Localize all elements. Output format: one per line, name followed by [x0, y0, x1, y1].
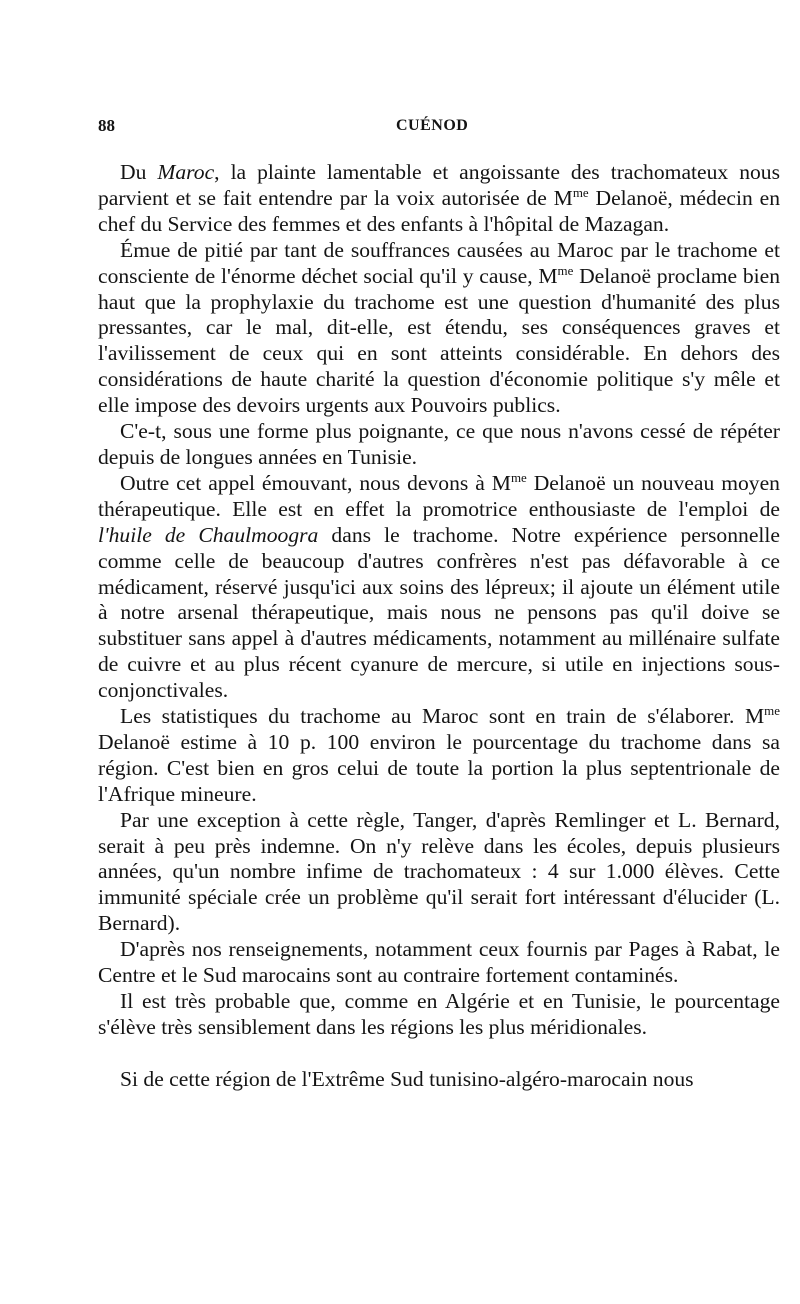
paragraph-text: Delanoë proclame bien haut que la prophylaxie du trachome est une question d'humanité des plus pressantes, car le mal, dit-elle, est étendu, ses conséquences graves et l'avilissement de ceux qui en sont atteints considérable. En dehors des considérations de haute charité la question d'économie politique s'y mêle et elle impose des devoirs urgents aux Pouvoirs publics.	[98, 263, 780, 418]
paragraph-forme-poignante: C'e-t, sous une forme plus poignante, ce que nous n'avons cessé de répéter depuis de longues années en Tunisie.	[98, 419, 780, 469]
paragraph-emue-de-pitie	[98, 238, 780, 419]
paragraph-appel-emouvant	[98, 471, 780, 704]
paragraph-renseignements: D'après nos renseignements, notamment ceux fournis par Pages à Rabat, le Centre et le Sud marocains sont au contraire fortement contaminés.	[98, 937, 780, 988]
paragraph-tanger-exception: Par une exception à cette règle, Tanger, d'après Remlinger et L. Bernard, serait à peu près indemne. On n'y relève dans les écoles, depuis plusieurs années, qu'un nombre infime de trachomateux : 4 sur 1.000 élèves. Cette immunité spéciale crée un problème qu'il serait fort intéressant d'élucider (L. Bernard).	[98, 807, 780, 936]
superscript-me: me	[557, 262, 574, 278]
superscript-me: me	[572, 185, 589, 201]
paragraph-text: Émue de pitié par tant de souffrances causées au Maroc par le trachome et consciente de l'énorme déchet social qu'il y cause, M	[98, 237, 780, 288]
paragraph-text: Les statistiques du trachome au Maroc sont en train de s'élaborer. M	[120, 704, 765, 729]
paragraph-text: Delanoë, médecin en chef du Service des femmes et des enfants à l'hôpital de Mazagan.	[98, 185, 780, 236]
running-head: CUÉNOD	[396, 117, 469, 134]
paragraph-text: Outre cet appel émouvant, nous devons à M	[120, 470, 511, 495]
paragraph-regions-meridionales: Il est très probable que, comme en Algérie et en Tunisie, le pourcentage s'élève très sensiblement dans les régions les plus méridionales.	[98, 989, 780, 1039]
emphasis-maroc: Maroc	[157, 160, 215, 184]
paragraph-extreme-sud: Si de cette région de l'Extrême Sud tunisino-algéro-marocain nous	[120, 1066, 694, 1091]
superscript-me: me	[764, 703, 780, 719]
paragraph-statistiques	[98, 704, 780, 808]
emphasis-huile-chaulmoogra: l'huile de Chaulmoogra	[98, 522, 319, 547]
body-text	[98, 160, 780, 1093]
paragraph-text: Du	[120, 160, 158, 184]
paragraph-text: dans le trachome. Notre expérience personnelle comme celle de beaucoup d'autres confrères n'est pas défavorable à ce médicament, réservé jusqu'ici aux soins des lépreux; il ajoute un élément utile à notre arsenal thérapeutique, mais nous ne pensons pas qu'il doive se substituer sans appel à d'autres médicaments, notamment au millénaire sulfate de cuivre et au plus récent cyanure de mercure, si utile en injections sous-conjonctivales.	[98, 522, 780, 703]
paragraph-text: , la plainte lamentable et angoissante des trachomateux nous parvient et se fait entendre par la voix autorisée de M	[98, 160, 780, 210]
page-header	[98, 116, 780, 142]
paragraph-maroc-plainte	[98, 160, 780, 238]
superscript-me: me	[510, 470, 527, 486]
paragraph-text: Delanoë estime à 10 p. 100 environ le pourcentage du trachome dans sa région. C'est bien en gros celui de toute la portion la plus septentrionale de l'Afrique mineure.	[98, 729, 780, 806]
page-number: 88	[98, 116, 115, 135]
paragraph-text: Delanoë un nouveau moyen thérapeutique. Elle est en effet la promotrice enthousiaste de l'emploi de	[98, 470, 780, 521]
